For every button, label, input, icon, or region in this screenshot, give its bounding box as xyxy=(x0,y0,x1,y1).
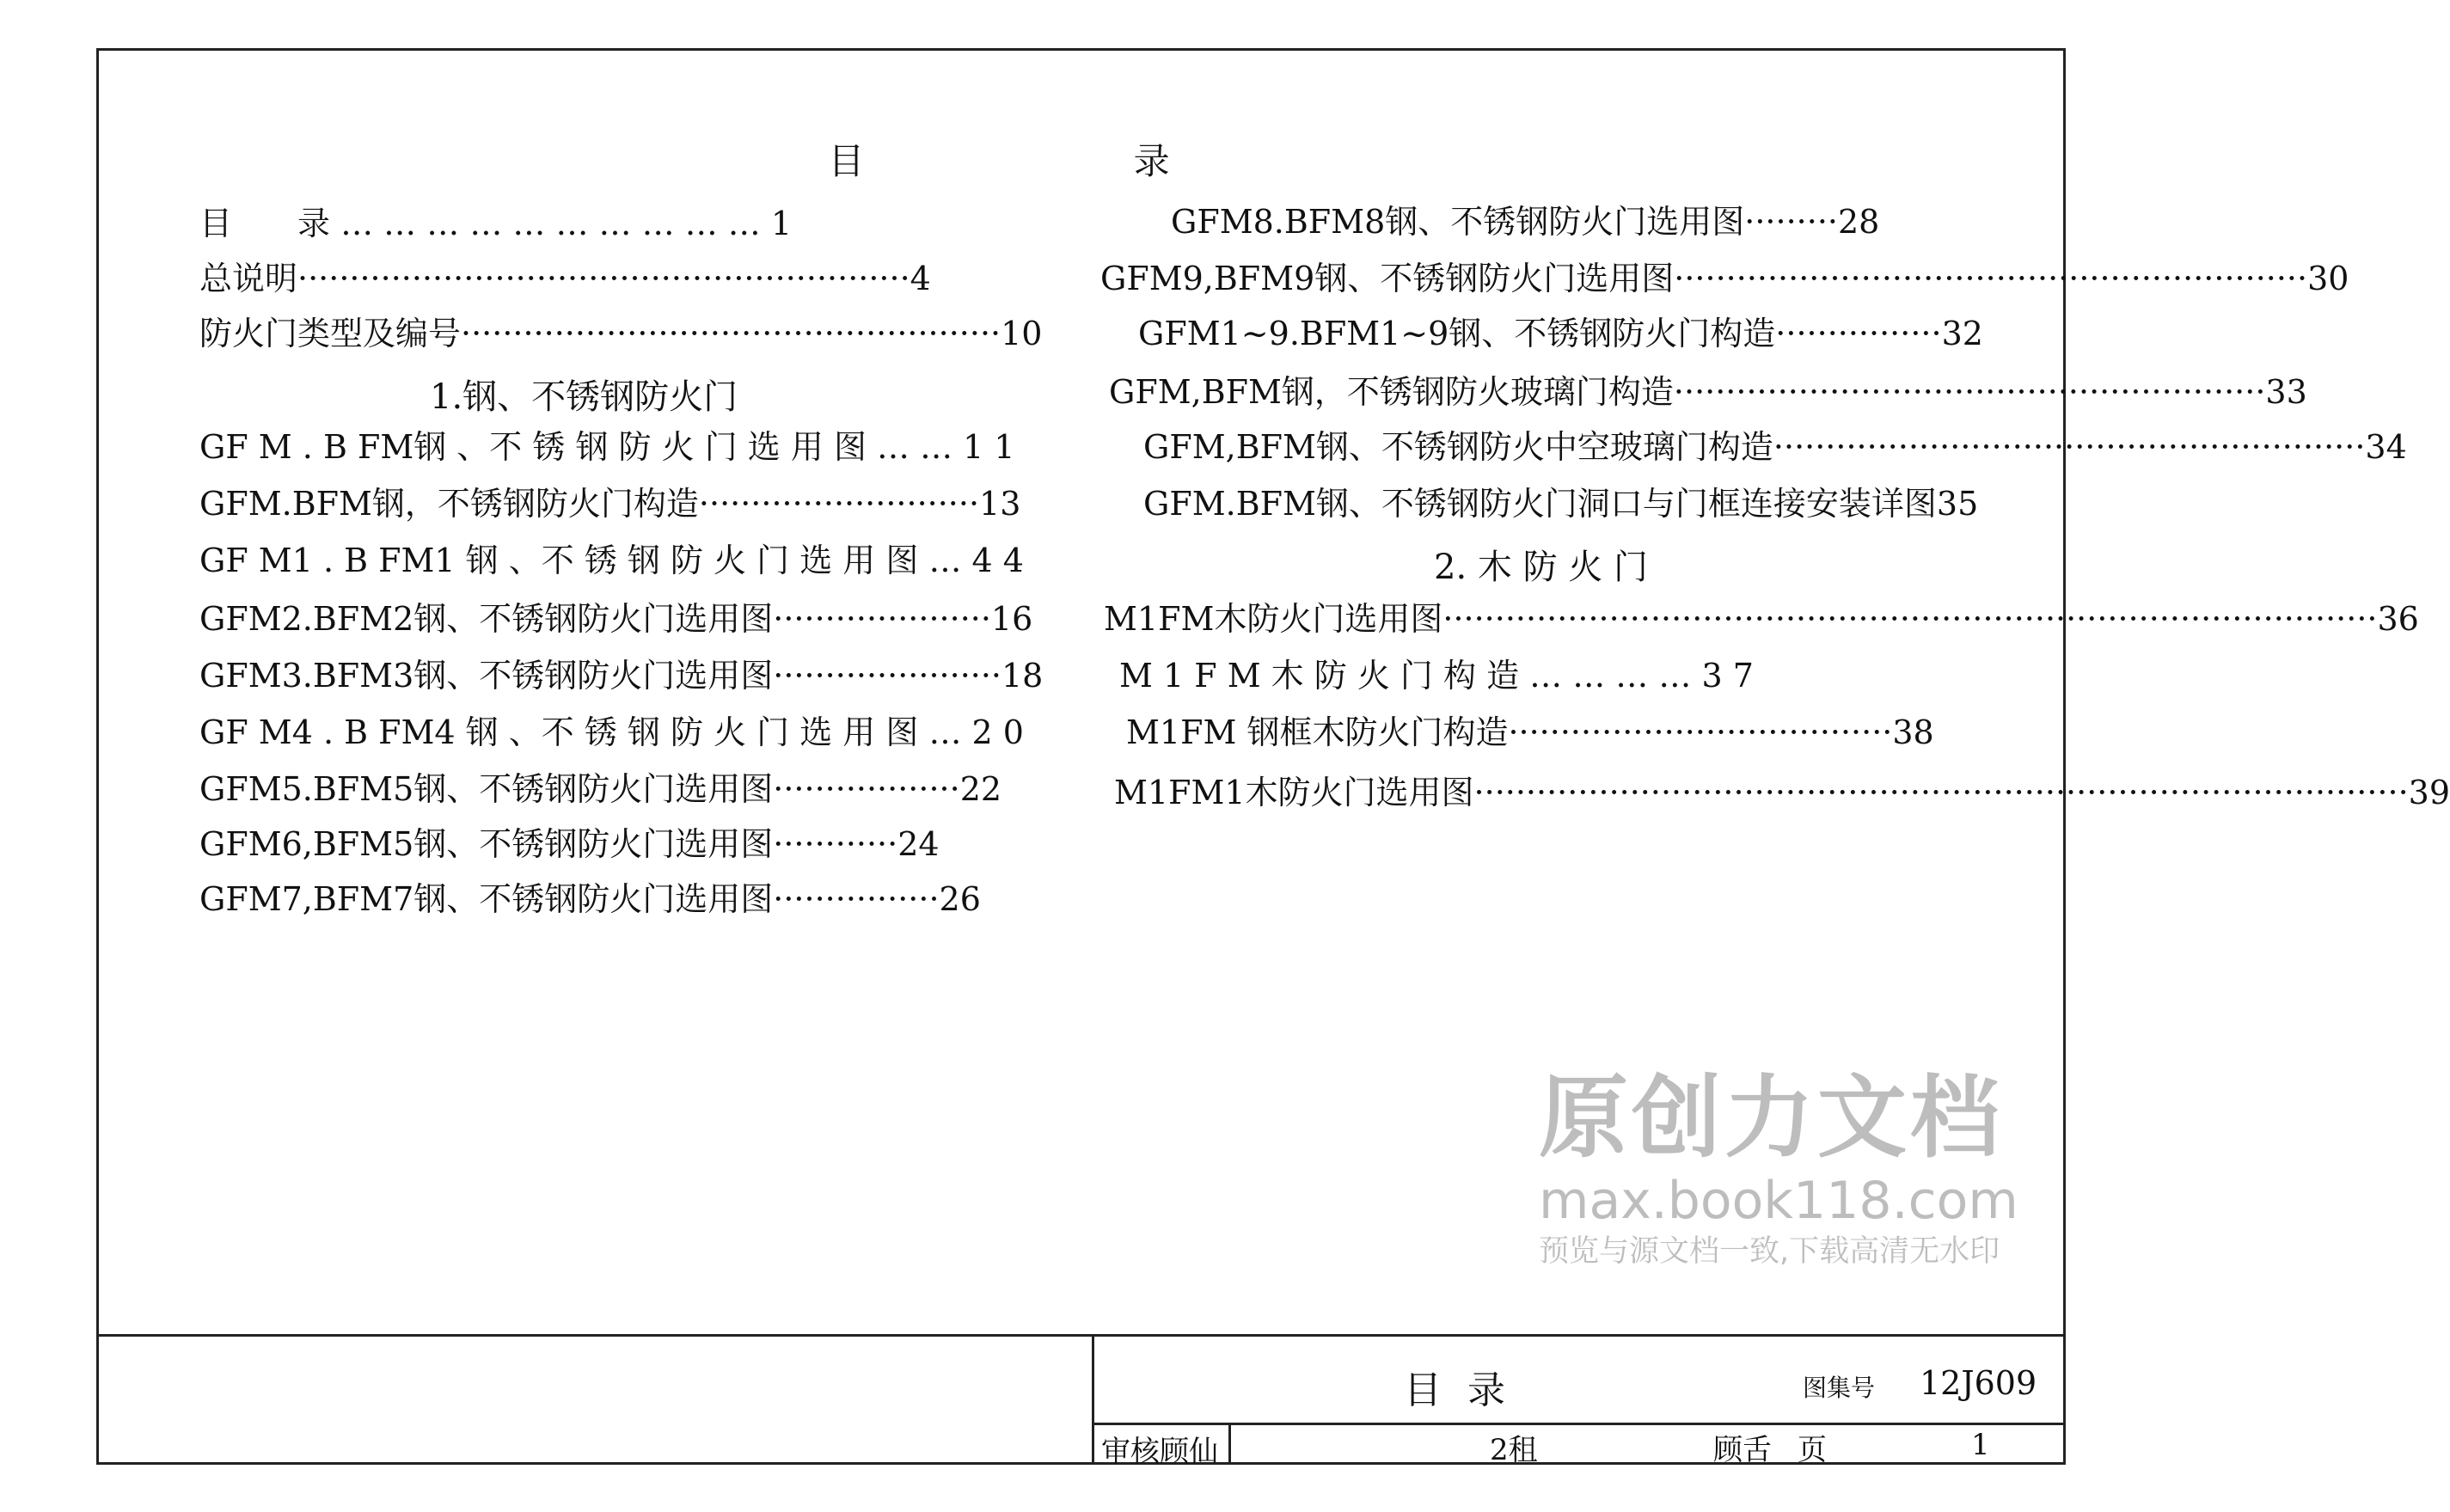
toc-entry: GFM.BFM钢，不锈钢防火门构造···························13 xyxy=(199,485,1021,523)
toc-entry: GFM3.BFM3钢、不锈钢防火门选用图······················18 xyxy=(199,657,1044,695)
toc-entry: GFM6,BFM5钢、不锈钢防火门选用图············24 xyxy=(199,825,940,863)
toc-entry: M1FM木防火门选用图··························································································36 xyxy=(1104,600,2419,638)
watermark-slogan: 预览与源文档一致,下载高清无水印 xyxy=(1539,1234,2000,1269)
title-block-right xyxy=(1092,1337,2066,1469)
title-block xyxy=(96,1334,2066,1469)
toc-entry: GF M1 . B FM1 钢 、不 锈 钢 防 火 门 选 用 图 … 4 4 xyxy=(199,542,1024,579)
page-label: 页 xyxy=(1798,1433,1827,1467)
toc-entry: GFM,BFM钢，不锈钢防火玻璃门构造·························································33 xyxy=(1109,373,2307,411)
toc-entry: GFM5.BFM5钢、不锈钢防火门选用图··················22 xyxy=(199,770,1002,808)
section-heading: 2. 木 防 火 门 xyxy=(1434,548,1649,587)
section-heading: 1.钢、不锈钢防火门 xyxy=(430,377,738,417)
toc-entry: M 1 F M 木 防 火 门 构 造 … … … … 3 7 xyxy=(1119,657,1754,695)
atlas-label: 图集号 xyxy=(1803,1374,1876,1402)
title-block-cell-separator xyxy=(1228,1423,1231,1465)
toc-entry: GFM7,BFM7钢、不锈钢防火门选用图················26 xyxy=(199,880,981,918)
toc-entry: GF M4 . B FM4 钢 、不 锈 钢 防 火 门 选 用 图 … 2 0 xyxy=(199,713,1024,751)
check-text: 2租 xyxy=(1490,1433,1538,1467)
watermark-url: max.book118.com xyxy=(1539,1171,2018,1231)
watermark xyxy=(1539,1066,2020,1270)
toc-entry: GFM8.BFM8钢、不锈钢防火门选用图·········28 xyxy=(1171,203,1880,241)
toc-entry: GFM1~9.BFM1~9钢、不锈钢防火门构造················32 xyxy=(1138,315,1983,352)
drawing-title: 目 录 xyxy=(1404,1368,1512,1412)
toc-entry: GFM2.BFM2钢、不锈钢防火门选用图·····················16 xyxy=(199,600,1033,638)
page-number: 1 xyxy=(1971,1428,1990,1462)
toc-entry: 目 录 … … … … … … … … … … 1 xyxy=(199,205,793,242)
atlas-number: 12J609 xyxy=(1920,1364,2037,1402)
title-block-row-line xyxy=(1094,1423,2066,1425)
design-text: 顾舌 xyxy=(1713,1433,1772,1467)
review-label: 审核顾仙 xyxy=(1101,1435,1218,1469)
toc-entry: 总说明···························································4 xyxy=(199,260,931,297)
watermark-title: 原创力文档 xyxy=(1539,1065,2004,1170)
toc-entry: M1FM1木防火门选用图··························································································39 xyxy=(1114,774,2450,811)
toc-entry: GF M . B FM钢 、不 锈 钢 防 火 门 选 用 图 … … 1 1 xyxy=(199,428,1015,466)
toc-entry: M1FM 钢框木防火门构造·····································38 xyxy=(1126,713,1934,751)
toc-entry: GFM.BFM钢、不锈钢防火门洞口与门框连接安装详图35 xyxy=(1143,485,1979,523)
toc-title: 目 录 xyxy=(828,140,1299,182)
toc-entry: GFM,BFM钢、不锈钢防火中空玻璃门构造·························································34 xyxy=(1143,428,2407,466)
toc-entry: GFM9,BFM9钢、不锈钢防火门选用图·····························································30 xyxy=(1100,260,2349,297)
toc-entry: 防火门类型及编号····················································10 xyxy=(199,315,1043,352)
